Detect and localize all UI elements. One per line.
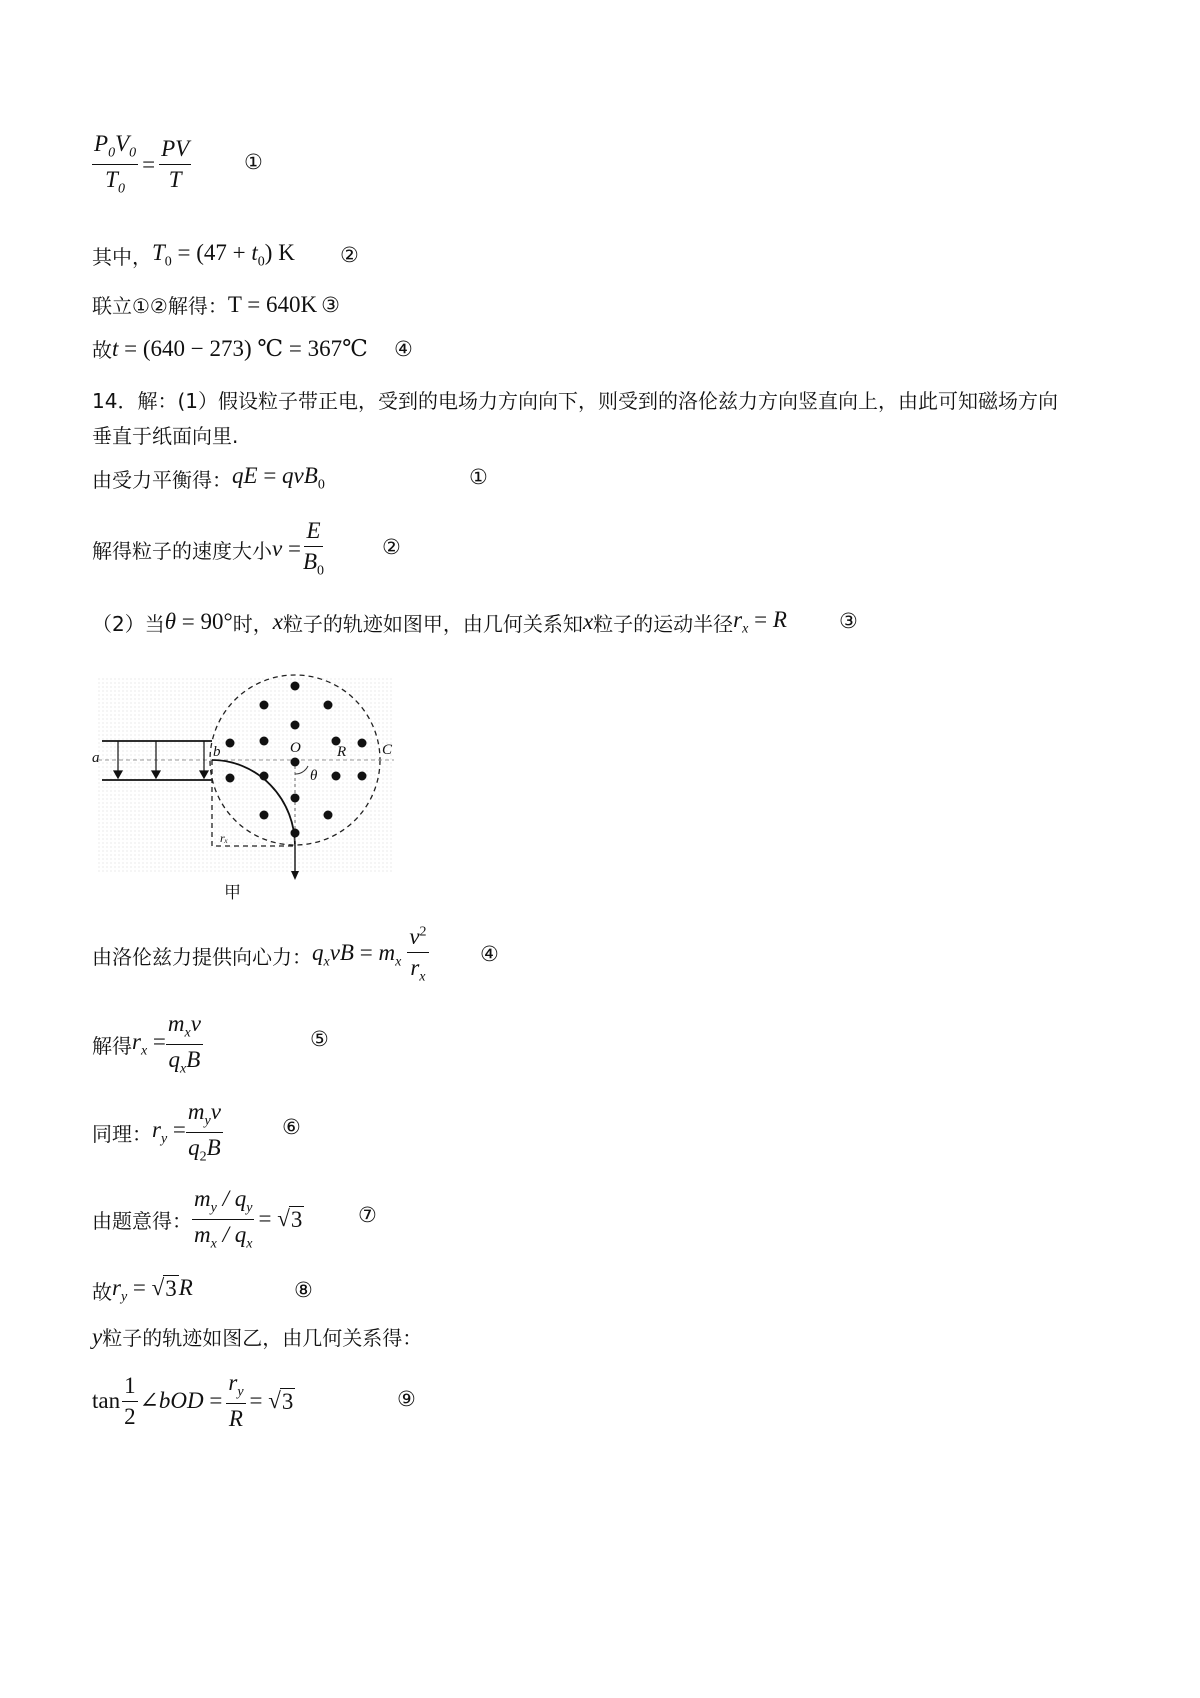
label-r: R	[337, 744, 347, 760]
equation-prefix: 同理：	[92, 1122, 152, 1147]
text-segment: 粒子的运动半径	[593, 611, 734, 636]
equation-tag: ③	[839, 609, 858, 633]
text-segment: （2）当	[92, 611, 165, 636]
equation-prefix: 联立①②解得：	[92, 294, 228, 318]
equation-prefix: 故	[92, 1279, 112, 1304]
exit-arrow-head	[291, 871, 299, 880]
equation-tag: ⑦	[358, 1203, 377, 1227]
equation-prefix: 其中，	[92, 244, 152, 269]
label-o: O	[290, 740, 301, 756]
label-rx: rₓ	[220, 831, 229, 845]
label-c: C	[382, 742, 393, 758]
equation-value: T = 640K	[227, 291, 318, 317]
equation-tag: ③	[321, 292, 340, 317]
equation-10: 同理： $r_y$ = $\frac{m_yv}{q_2B}$	[92, 1099, 221, 1165]
equation-12: 故 $r_y$ = √ 3 R	[92, 1275, 193, 1305]
equation-tag: ②	[382, 535, 401, 559]
equation-5: 由受力平衡得： qE = qvB$_0$	[92, 463, 325, 493]
equation-tag: ⑧	[294, 1278, 313, 1302]
equation-9: 解得 $r_x$ = $\frac{m_xv}{q_xB}$	[92, 1011, 201, 1077]
equation-prefix: 由洛伦兹力提供向心力：	[92, 944, 312, 969]
equation-tag: ⑥	[282, 1115, 301, 1139]
equation-4: 故 t = (640 − 273) ℃ = 367℃	[92, 335, 368, 362]
equation-prefix: 解得粒子的速度大小	[92, 538, 272, 563]
problem-14-line-1: 14．解：(1）假设粒子带正电，受到的电场力方向向下，则受到的洛伦兹力方向竖直向上，由此可知磁场方向	[92, 389, 1058, 413]
problem-14-line-2: 垂直于纸面向里.	[92, 424, 239, 448]
equation-2: 其中， $T_0 = (47 + t_0)$ K	[92, 240, 295, 270]
equation-11: 由题意得： $\frac{m_y / q_y}{m_x / q_x}$ = √ 3	[92, 1186, 303, 1252]
equation-tag: ②	[340, 243, 359, 267]
equation-prefix: 故	[92, 338, 112, 362]
label-a: a	[92, 750, 100, 766]
figure-trajectory-diagram	[90, 670, 410, 910]
equation-1: $\frac{P_0V_0}{T_0}$ = $\frac{PV}{T}$	[94, 131, 190, 197]
equation-prefix: 由题意得：	[92, 1209, 192, 1234]
text-segment: 粒子的轨迹如图乙，由几何关系得：	[102, 1326, 423, 1350]
equation-6: 解得粒子的速度大小 v = $\frac{E}{B_0}$	[92, 518, 325, 579]
equation-tag: ⑨	[397, 1387, 416, 1411]
equation-tag: ④	[480, 942, 499, 966]
figure-background	[98, 676, 394, 874]
figure-caption: 甲	[224, 883, 241, 903]
equation-3	[92, 290, 340, 319]
equation-tag: ④	[394, 337, 413, 361]
label-b: b	[213, 744, 221, 760]
equation-7: （2）当 θ = 90° 时， x 粒子的轨迹如图甲，由几何关系知 x 粒子的运动半径 $r_x = R$	[92, 607, 787, 637]
text-segment: 粒子的轨迹如图甲，由几何关系知	[282, 611, 583, 636]
label-theta: θ	[310, 768, 318, 784]
equation-prefix: 由受力平衡得：	[92, 467, 232, 492]
equation-8: 由洛伦兹力提供向心力： $q_xvB = m_x$ $\frac{v^2}{r_x}$	[92, 924, 427, 985]
equation-tag: ⑤	[310, 1027, 329, 1051]
equation-tag: ①	[244, 150, 263, 174]
equation-prefix: 解得	[92, 1034, 132, 1059]
equation-tag: ①	[469, 465, 488, 489]
equation-14: tan $\frac{1}{2}$ ∠bOD = $\frac{r_y}{R}$ = √ 3	[92, 1370, 294, 1432]
equation-13: y 粒子的轨迹如图乙，由几何关系得：	[92, 1323, 423, 1350]
text-segment: 时，	[232, 611, 273, 636]
